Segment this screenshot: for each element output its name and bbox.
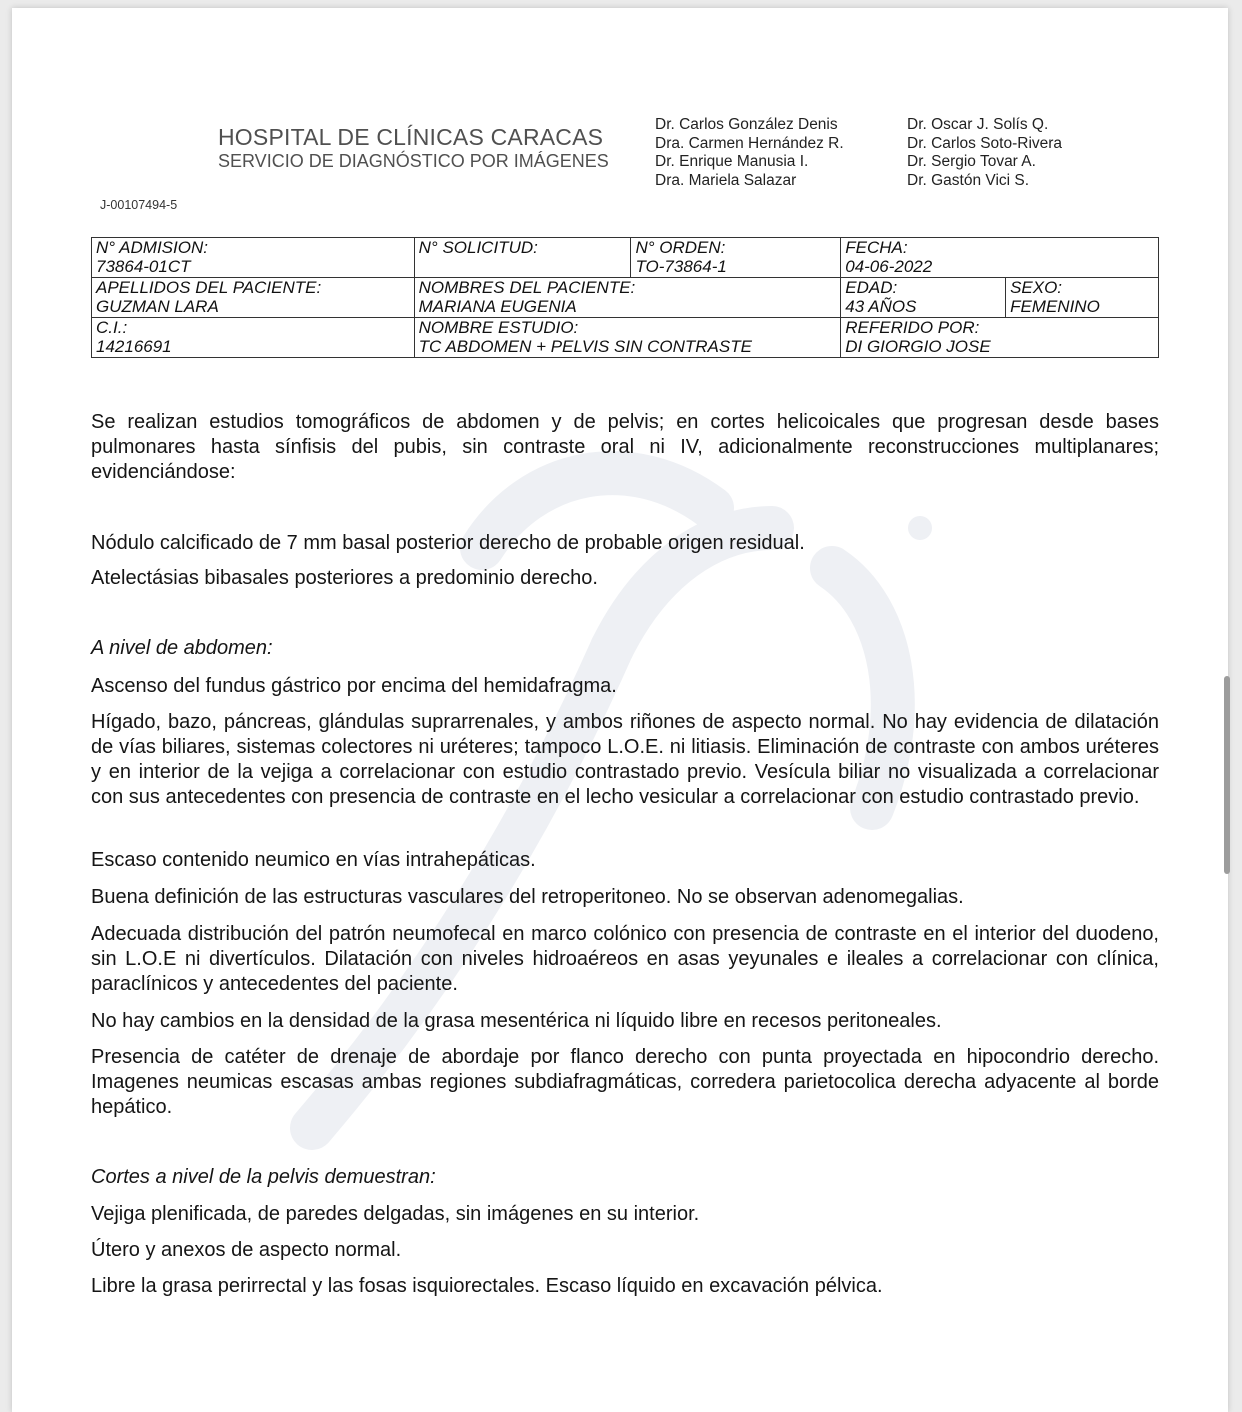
doctor-name: Dr. Oscar J. Solís Q. [907,116,1049,133]
doctors-list-right [907,116,1062,190]
apellidos-label: APELLIDOS DEL PACIENTE: [96,278,322,297]
referido-cell [841,318,1159,358]
report-page [12,8,1228,1412]
nombres-value: MARIANA EUGENIA [418,297,577,316]
solicitud-cell [414,238,631,278]
report-paragraph: Útero y anexos de aspecto normal. [91,1239,402,1261]
apellidos-value: GUZMAN LARA [96,297,219,316]
admision-label: N° ADMISION: [96,238,208,257]
pelvis-heading: Cortes a nivel de la pelvis demuestran: [91,1166,436,1188]
sexo-label: SEXO: [1010,278,1063,297]
estudio-label: NOMBRE ESTUDIO: [418,318,579,337]
report-paragraph: Atelectásias bibasales posteriores a predominio derecho. [91,567,598,589]
edad-value: 43 AÑOS [845,297,917,316]
report-paragraph: Nódulo calcificado de 7 mm basal posterior derecho de probable origen residual. [91,532,805,554]
report-paragraph: Escaso contenido neumico en vías intrahepáticas. [91,849,536,871]
doctor-name: Dr. Carlos Soto-Rivera [907,134,1063,152]
doctor-name: Dr. Gastón Vici S. [907,171,1030,189]
edad-label: EDAD: [845,278,898,297]
fecha-value: 04-06-2022 [845,257,933,276]
doctor-name: Dr. Carlos González Denis [655,116,838,133]
report-intro: Se realizan estudios tomográficos de abdomen y de pelvis; en cortes helicoicales que progresan desde bases pulmonares hasta sínfisis del pubis, sin contraste oral ni IV, adicionalmente reconstrucciones multiplanares; evidenciándose: [91,411,1159,483]
estudio-cell [414,318,841,358]
rif-number: J-00107494-5 [100,198,178,212]
sexo-cell [1006,278,1159,318]
report-paragraph: Vejiga plenificada, de paredes delgadas, sin imágenes en su interior. [91,1203,700,1225]
solicitud-label: N° SOLICITUD: [418,238,538,257]
estudio-value: TC ABDOMEN + PELVIS SIN CONTRASTE [418,337,752,356]
patient-info-table [91,237,1159,358]
abdomen-heading: A nivel de abdomen: [91,637,273,659]
ci-cell [92,318,415,358]
report-paragraph: Presencia de catéter de drenaje de abordaje por flanco derecho con punta proyectada en hipocondrio derecho. Imagenes neumicas escasas ambas regiones subdiafragmáticas, corredera parietocolica derecha adyacente al borde hepático. [91,1046,1159,1118]
edad-cell [841,278,1006,318]
admision-cell [92,238,415,278]
report-paragraph: Ascenso del fundus gástrico por encima del hemidafragma. [91,675,617,697]
admision-value: 73864-01CT [96,257,191,276]
ci-label: C.I.: [96,318,128,337]
referido-label: REFERIDO POR: [845,318,980,337]
doctor-name: Dra. Carmen Hernández R. [655,134,844,152]
hospital-header [218,124,609,172]
apellidos-cell [92,278,415,318]
report-paragraph: No hay cambios en la densidad de la grasa mesentérica ni líquido libre en recesos peritoneales. [91,1010,942,1032]
sexo-value: FEMENINO [1010,297,1100,316]
hospital-name: HOSPITAL DE CLÍNICAS CARACAS [218,124,604,150]
report-paragraph: Buena definición de las estructuras vasculares del retroperitoneo. No se observan adenomegalias. [91,886,964,908]
fecha-label: FECHA: [845,238,908,257]
ci-value: 14216691 [96,337,172,356]
doctors-list-left [655,116,844,190]
nombres-label: NOMBRES DEL PACIENTE: [418,278,636,297]
report-paragraph: Hígado, bazo, páncreas, glándulas suprarrenales, y ambos riñones de aspecto normal. No hay evidencia de dilatación de vías biliares, sistemas colectores ni uréteres; tampoco L.O.E. ni litiasis. Eliminación de contraste con ambos uréteres y en interior de la vejiga a correlacionar con estudio contrastado previo. Vesícula biliar no visualizada a correlacionar con sus antecedentes con presencia de contraste en el lecho vesicular a correlacionar con estudio contrastado previo. [91,711,1159,808]
doctor-name: Dr. Enrique Manusia I. [655,153,809,170]
orden-label: N° ORDEN: [635,238,726,257]
service-name: SERVICIO DE DIAGNÓSTICO POR IMÁGENES [218,151,609,171]
scrollbar-thumb[interactable] [1224,676,1230,874]
orden-cell [631,238,841,278]
report-paragraph: Adecuada distribución del patrón neumofecal en marco colónico con presencia de contraste en el interior del duodeno, sin L.O.E ni divertículos. Dilatación con niveles hidroaéreos en asas yeyunales e ileales a correlacionar con clínica, paraclínicos y antecedentes del paciente. [91,923,1159,995]
doctor-name: Dr. Sergio Tovar A. [907,153,1036,170]
referido-value: DI GIORGIO JOSE [845,337,991,356]
nombres-cell [414,278,841,318]
fecha-cell [841,238,1159,278]
report-paragraph: Libre la grasa perirrectal y las fosas isquiorectales. Escaso líquido en excavación pélvica. [91,1275,883,1297]
doctor-name: Dra. Mariela Salazar [655,171,797,189]
orden-value: TO-73864-1 [635,257,727,276]
